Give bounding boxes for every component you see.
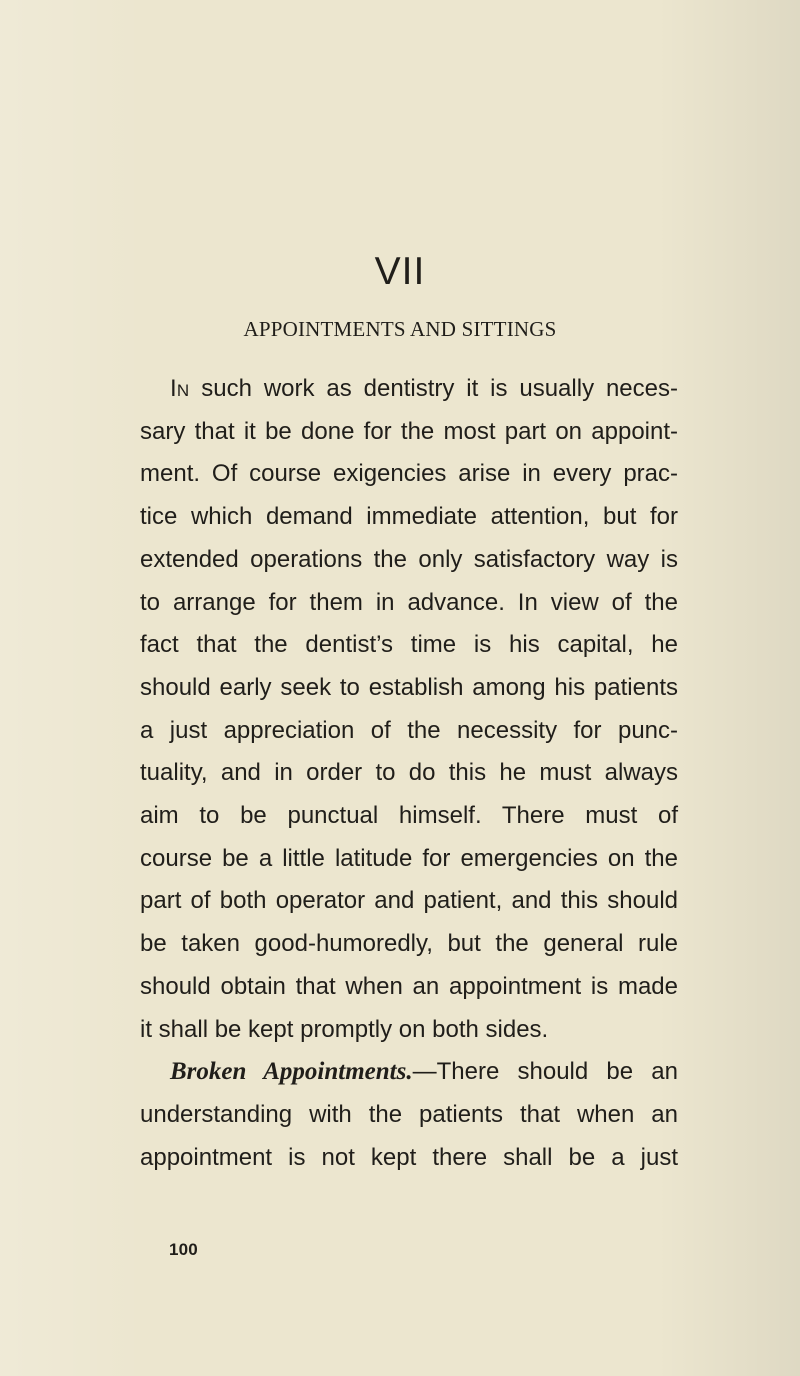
- body-text: [140, 368, 678, 1179]
- text-line-1: [140, 368, 678, 411]
- text-line-17: [140, 1051, 678, 1094]
- text-line-2: sary that it be done for the most part on appoint-: [140, 417, 678, 445]
- text-line-5: extended operations the only satisfactory way is: [140, 545, 678, 573]
- page-number: 100: [169, 1240, 198, 1259]
- text-line-19: appointment is not kept there shall be a just: [140, 1143, 678, 1171]
- text-line-1-rest: such work as dentistry it is usually neces-: [189, 375, 678, 402]
- text-line-15: should obtain that when an appointment is made: [140, 972, 678, 1000]
- text-line-4: tice which demand immediate attention, but for: [140, 503, 678, 531]
- text-line-8: should early seek to establish among his patients: [140, 673, 678, 701]
- text-line-16: it shall be kept promptly on both sides.: [140, 1015, 549, 1043]
- text-line-13: part of both operator and patient, and this should: [140, 887, 678, 915]
- text-line-7: fact that the dentist’s time is his capital, he: [140, 631, 678, 659]
- text-line-3: ment. Of course exigencies arise in every prac-: [140, 460, 678, 488]
- text-line-14: be taken good-humoredly, but the general rule: [140, 930, 678, 958]
- section-heading: Broken Appointments.: [170, 1058, 413, 1086]
- opening-word: In: [170, 375, 190, 402]
- text-line-6: to arrange for them in advance. In view of the: [140, 588, 678, 616]
- text-line-10: tuality, and in order to do this he must always: [140, 759, 678, 787]
- chapter-number: VII: [374, 250, 426, 293]
- text-line-18: understanding with the patients that when an: [140, 1100, 678, 1128]
- chapter-title: APPOINTMENTS AND SITTINGS: [243, 317, 557, 341]
- text-line-17-rest: —There should be an: [412, 1058, 679, 1086]
- text-line-12: course be a little latitude for emergencies on the: [140, 844, 678, 872]
- text-line-11: aim to be punctual himself. There must of: [140, 802, 678, 830]
- text-line-9: a just appreciation of the necessity for punc-: [140, 716, 678, 744]
